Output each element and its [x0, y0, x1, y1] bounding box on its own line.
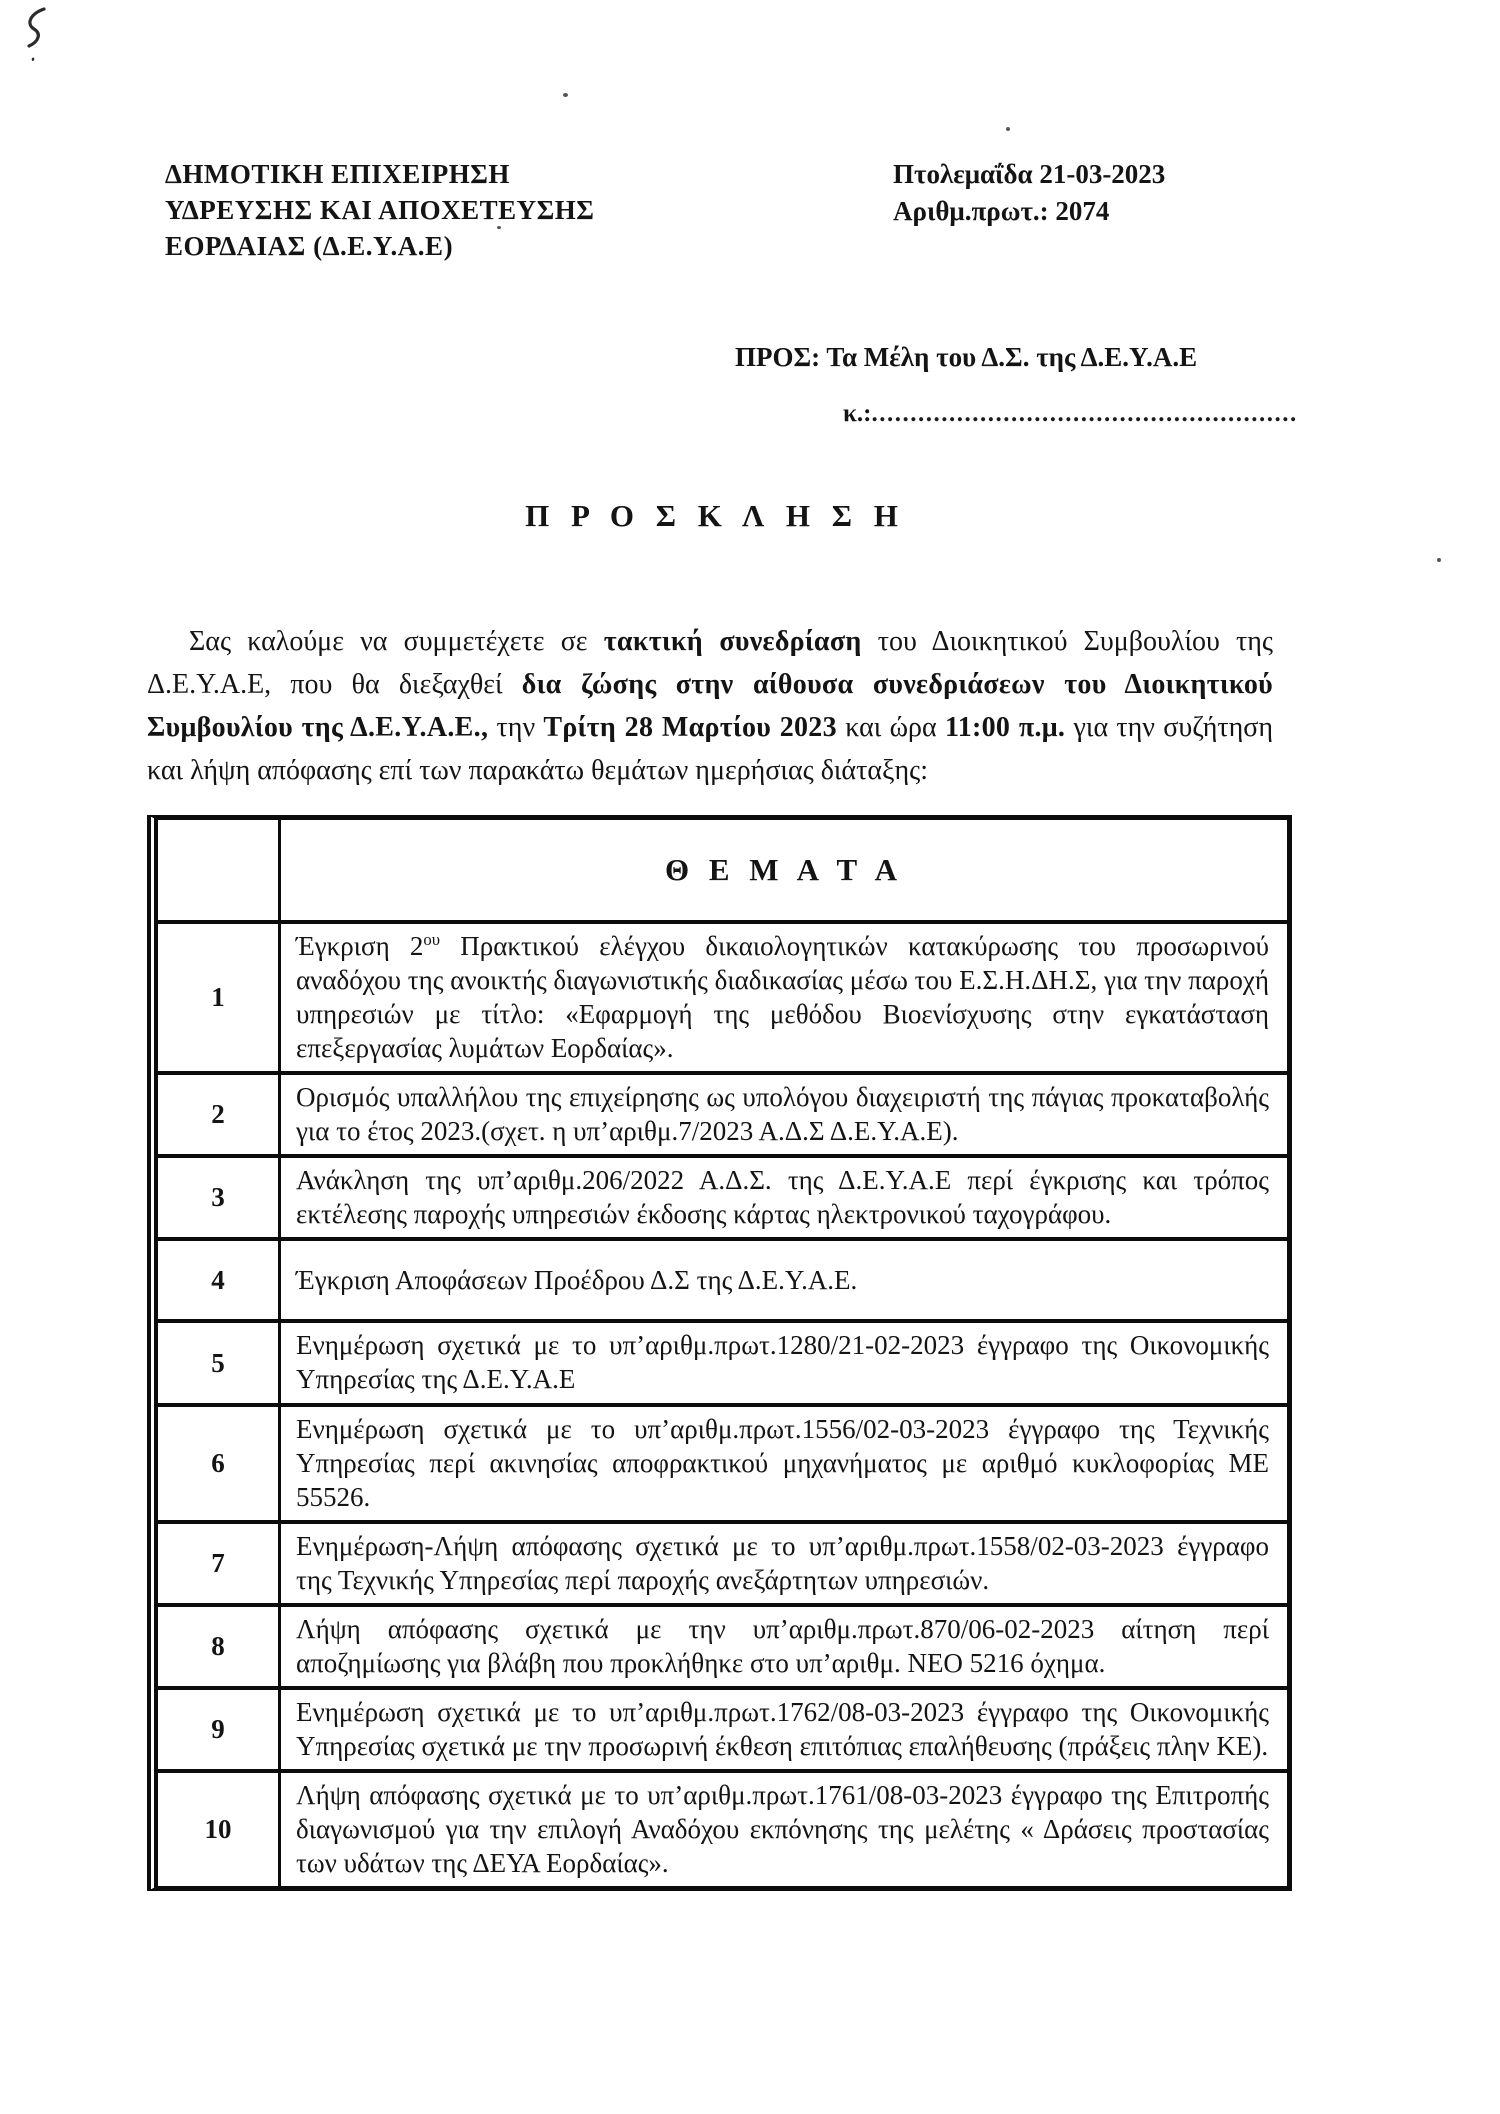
row-text-cell — [281, 1773, 1287, 1886]
table-header-number-cell — [158, 820, 281, 920]
row-text-cell — [281, 1690, 1287, 1769]
table-row — [158, 1603, 1287, 1686]
text-segment: Έγκριση Αποφάσεων Προέδρου Δ.Σ της Δ.Ε.Υ.Α.Ε. — [296, 1264, 858, 1295]
text-segment: Σας καλούμε να συμμετέχετε σε — [189, 626, 604, 657]
row-number-cell: 3 — [158, 1158, 281, 1237]
bold-text: δια ζώσης — [521, 669, 657, 700]
org-line-2: ΥΔΡΕΥΣΗΣ ΚΑΙ ΑΠΟΧΕΤΕΥΣΗΣ — [165, 195, 595, 225]
row-number-cell: 2 — [158, 1075, 281, 1154]
table-row — [158, 1520, 1287, 1603]
text-segment: Ενημέρωση σχετικά με το υπ’αριθμ.πρωτ.1762/08-03-2023 έγγραφο της Οικονομικής Υπηρεσίας σχετικά με την προσωρινή έκθεση επιτόπιας επαλήθευσης (πράξεις πλην ΚΕ). — [296, 1697, 1269, 1761]
row-text-cell — [281, 1158, 1287, 1237]
dotted-leader: ....................................................... — [871, 400, 1298, 427]
table-header-title-cell: Θ Ε Μ Α Τ Α — [665, 852, 903, 887]
row-text-cell — [281, 1524, 1287, 1603]
intro-paragraph — [147, 620, 1273, 792]
table-row — [158, 1769, 1287, 1886]
text-segment: για την συζήτηση και λήψη απόφασης επί των παρακάτω θεμάτων ημερήσιας διάταξης: — [147, 712, 1273, 786]
table-row — [158, 1686, 1287, 1769]
text-segment: την — [488, 712, 544, 743]
page-title: Π Ρ Ο Σ Κ Λ Η Σ Η — [525, 498, 905, 533]
table-row — [158, 1071, 1287, 1154]
pen-scribble-icon — [22, 6, 52, 68]
table-row — [158, 920, 1287, 1071]
text-segment: Ανάκληση της υπ’αριθμ.206/2022 Α.Δ.Σ. της Δ.Ε.Υ.Α.Ε περί έγκρισης και τρόπος εκτέλεσης παροχής υπηρεσιών έκδοσης κάρτας ηλεκτρονικού ταχογράφου. — [296, 1165, 1269, 1229]
text-segment: και ώρα — [836, 712, 945, 743]
text-segment — [657, 669, 676, 700]
text-segment: Ορισμός υπαλλήλου της επιχείρησης ως υπολόγου διαχειριστή της πάγιας προκαταβολής για το έτος 2023.(σχετ. η υπ’αριθμ.7/2023 Α.Δ.Σ Δ.Ε.Υ.Α.Ε). — [296, 1082, 1269, 1146]
row-number-cell: 9 — [158, 1690, 281, 1769]
bold-text: Τρίτη 28 Μαρτίου 2023 — [543, 712, 837, 743]
row-text-cell — [281, 1607, 1287, 1686]
text-segment: Ενημέρωση σχετικά με το υπ’αριθμ.πρωτ.1280/21-02-2023 έγγραφο της Οικονομικής Υπηρεσίας της Δ.Ε.Υ.Α.Ε — [296, 1330, 1269, 1394]
org-line-3: ΕΟΡΔΑΙΑΣ (Δ.Ε.Υ.Α.Ε) — [165, 231, 454, 261]
text-segment: Λήψη απόφασης σχετικά με την υπ’αριθμ.πρωτ.870/06-02-2023 αίτηση περί αποζημίωσης για βλάβη που προκλήθηκε στο υπ’αριθμ. ΝΕΟ 5216 όχημα. — [296, 1614, 1269, 1678]
scan-speck — [1437, 558, 1441, 562]
scan-speck — [1006, 127, 1010, 131]
row-text-cell — [281, 924, 1287, 1071]
row-text-cell — [281, 1241, 1287, 1319]
row-number-cell: 6 — [158, 1407, 281, 1520]
text-segment: Πρακτικού ελέγχου δικαιολογητικών κατακύρωσης του προσωρινού αναδόχου της ανοικτής διαγωνιστικής διαδικασίας μέσω του Ε.Σ.Η.ΔΗ.Σ, για την παροχή υπηρεσιών με τίτλο: «Εφαρμογή της μεθόδου Βιοενίσχυσης στην εγκατάσταση επεξεργασίας λυμάτων Εορδαίας». — [296, 931, 1269, 1063]
recipient-name-dotted-line — [843, 400, 1298, 428]
reference-block — [893, 156, 1165, 230]
table-header-row — [158, 820, 1287, 920]
row-number-cell: 1 — [158, 924, 281, 1071]
superscript-text: ου — [423, 930, 441, 949]
table-row — [158, 1237, 1287, 1319]
table-row — [158, 1403, 1287, 1520]
city-date-line: Πτολεμαΐδα 21-03-2023 — [893, 159, 1166, 189]
row-number-cell: 5 — [158, 1323, 281, 1403]
bold-text: 11:00 π.μ. — [944, 712, 1066, 743]
text-segment: Λήψη απόφασης σχετικά με το υπ’αριθμ.πρωτ.1761/08-03-2023 έγγραφο της Επιτροπής διαγωνισμού για την επιλογή Αναδόχου εκπόνησης της μελέτης « Δράσεις προστασίας των υδάτων της ΔΕΥΑ Εορδαίας». — [296, 1780, 1269, 1878]
row-number-cell: 8 — [158, 1607, 281, 1686]
row-number-cell: 10 — [158, 1773, 281, 1886]
themes-table — [147, 815, 1292, 1891]
text-segment: Ενημέρωση σχετικά με το υπ’αριθμ.πρωτ.1556/02-03-2023 έγγραφο της Τεχνικής Υπηρεσίας περί ακινησίας αποφρακτικού μηχανήματος με αριθμό κυκλοφορίας ΜΕ 55526. — [296, 1414, 1269, 1512]
org-line-1: ΔΗΜΟΤΙΚΗ ΕΠΙΧΕΙΡΗΣΗ — [165, 159, 510, 189]
table-row — [158, 1319, 1287, 1403]
row-number-cell: 7 — [158, 1524, 281, 1603]
protocol-number-line: Αριθμ.πρωτ.: 2074 — [893, 196, 1110, 226]
table-row — [158, 1154, 1287, 1237]
bold-text: στην αίθουσα συνεδριάσεων του Διοικητικού Συμβουλίου της Δ.Ε.Υ.Α.Ε., — [147, 669, 1274, 743]
k-label: κ.: — [843, 400, 872, 427]
row-text-cell — [281, 1323, 1287, 1403]
recipient-line: ΠΡΟΣ: Τα Μέλη του Δ.Σ. της Δ.Ε.Υ.Α.Ε — [735, 342, 1198, 372]
text-segment: Ενημέρωση-Λήψη απόφασης σχετικά με το υπ’αριθμ.πρωτ.1558/02-03-2023 έγγραφο της Τεχνικής Υπηρεσίας περί παροχής ανεξάρτητων υπηρεσιών. — [296, 1531, 1269, 1595]
row-text-cell — [281, 1075, 1287, 1154]
scan-speck — [563, 93, 568, 97]
row-number-cell: 4 — [158, 1241, 281, 1319]
organization-name-block — [165, 156, 594, 264]
text-segment: του Διοικητικού Συμβουλίου της Δ.Ε.Υ.Α.Ε, που θα διεξαχθεί — [147, 626, 1273, 700]
text-segment: Έγκριση 2 — [296, 931, 424, 961]
bold-text: τακτική συνεδρίαση — [603, 626, 862, 657]
row-text-cell — [281, 1407, 1287, 1520]
